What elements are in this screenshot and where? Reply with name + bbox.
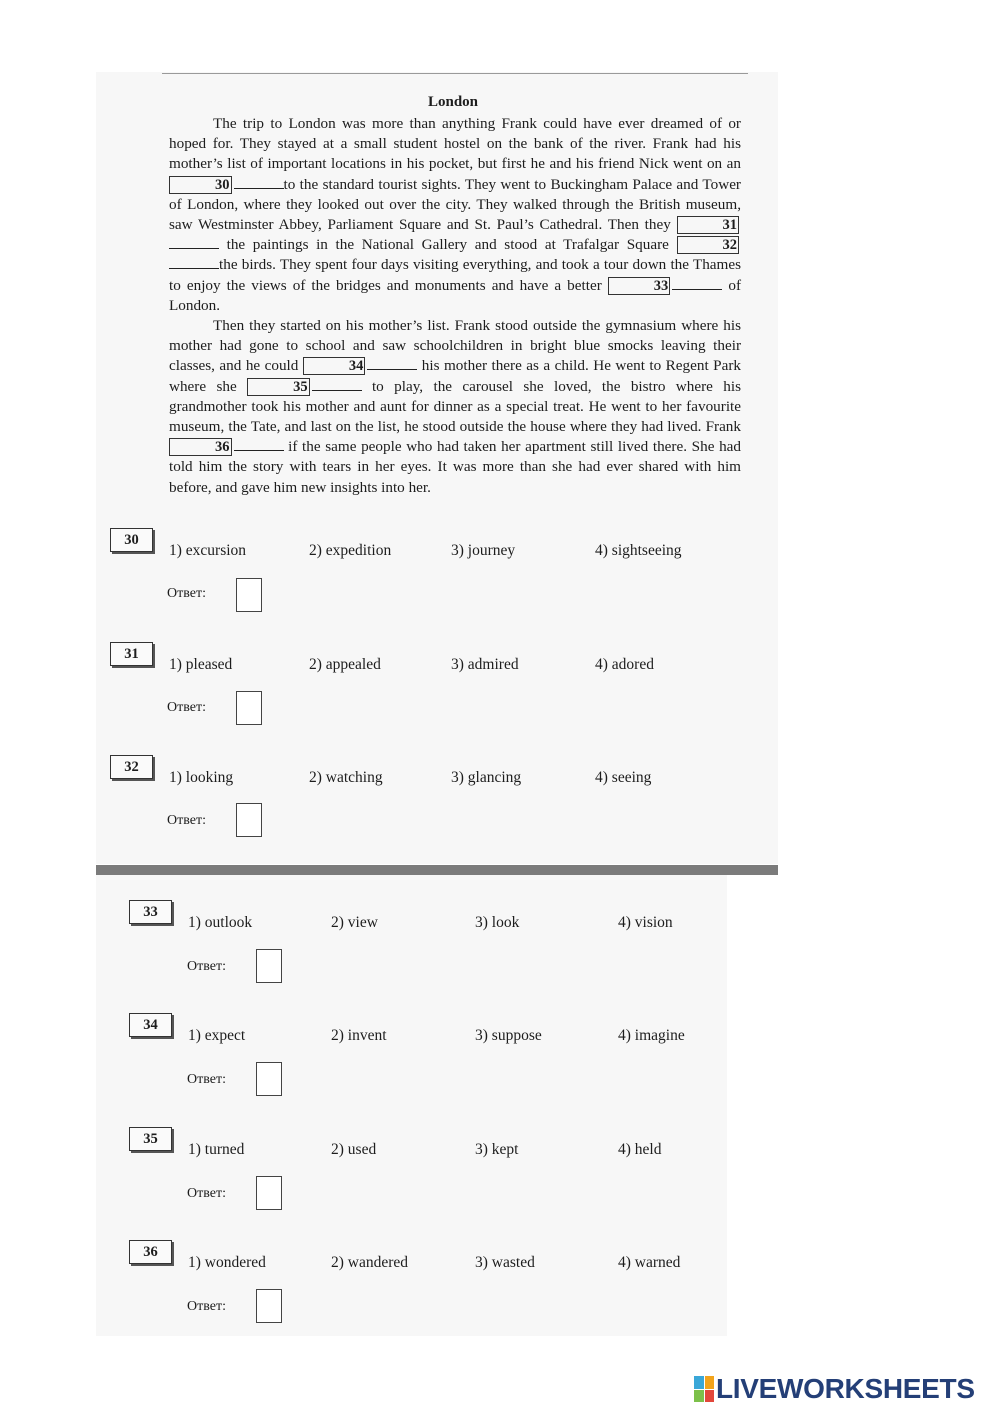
option-4: 4) warned — [618, 1254, 681, 1271]
answer-label: Ответ: — [187, 1299, 226, 1314]
gap-marker: 36 — [169, 438, 232, 456]
answer-label: Ответ: — [187, 1186, 226, 1201]
gap-blank — [672, 277, 722, 290]
question-number: 33 — [129, 900, 172, 924]
option-1: 1) wondered — [188, 1254, 266, 1271]
answer-label: Ответ: — [167, 586, 206, 601]
page-separator — [96, 865, 778, 875]
answer-box-35[interactable] — [256, 1176, 282, 1210]
passage-title: London — [427, 94, 479, 110]
logo-tile — [694, 1376, 704, 1389]
option-3: 3) kept — [475, 1141, 519, 1158]
option-3: 3) journey — [451, 542, 516, 559]
option-2: 2) expedition — [309, 542, 392, 559]
answer-label: Ответ: — [187, 1072, 226, 1087]
gap-marker: 32 — [677, 236, 740, 254]
option-3: 3) glancing — [451, 769, 522, 786]
gap-marker: 31 — [677, 216, 740, 234]
option-3: 3) look — [475, 914, 520, 931]
option-3: 3) suppose — [475, 1027, 542, 1044]
option-2: 2) view — [331, 914, 378, 931]
option-3: 3) wasted — [475, 1254, 535, 1271]
gap-blank — [169, 236, 219, 249]
gap-blank — [234, 176, 284, 189]
gap-blank — [312, 378, 362, 391]
gap-blank — [367, 357, 417, 370]
option-1: 1) expect — [188, 1027, 246, 1044]
answer-box-32[interactable] — [236, 803, 262, 837]
option-4: 4) imagine — [618, 1027, 685, 1044]
option-1: 1) excursion — [169, 542, 247, 559]
gap-blank — [234, 438, 284, 451]
logo-tile — [705, 1376, 715, 1389]
passage-paragraph-2: Then they started on his mother’s list. Frank stood outside the gymnasium where his mother had gone to school and saw schoolchildren in bright blue smocks leaving their classes, and he could 34 his mother there as a child. He went to Regent Park where she 35 to play, the carousel she loved, the bistro where his grandmother took his mother and aunt for dinner as a special treat. He went to her favourite museum, the Tate, and last on the list, he stood outside the house where they had lived. Frank 36 if the same people who had taken her apartment still lived there. She had told him the story with tears in her eyes. It was more than she had ever shared with him before, and gave him new insights into her. — [169, 317, 741, 496]
question-number: 36 — [129, 1240, 172, 1264]
option-1: 1) pleased — [169, 656, 233, 673]
passage-paragraph-1: The trip to London was more than anything Frank could have ever dreamed of or hoped for. They stayed at a small student hostel on the bank of the river. Frank had his mother’s list of important locations in his pocket, but first he and his friend Nick went on an 30 to the standard tourist sights. They went to Buckingham Palace and Tower of London, where they looked out over the city. They walked through the British museum, saw Westminster Abbey, Parliament Square and St. Paul’s Cathedral. Then they 31 the paintings in the National Gallery and stood at Trafalgar Square 32the birds. They spent four days visiting everything, and took a tour down the Thames to enjoy the views of the bridges and monuments and have a better 33 of London. — [169, 115, 741, 314]
liveworksheets-icon — [694, 1376, 714, 1402]
option-4: 4) seeing — [595, 769, 652, 786]
answer-label: Ответ: — [167, 700, 206, 715]
gap-marker: 30 — [169, 176, 232, 194]
question-number: 34 — [129, 1013, 172, 1037]
gap-marker: 35 — [247, 378, 310, 396]
option-4: 4) held — [618, 1141, 662, 1158]
answer-label: Ответ: — [167, 813, 206, 828]
option-2: 2) invent — [331, 1027, 387, 1044]
option-1: 1) outlook — [188, 914, 253, 931]
option-2: 2) wandered — [331, 1254, 409, 1271]
option-3: 3) admired — [451, 656, 519, 673]
answer-box-31[interactable] — [236, 691, 262, 725]
question-number: 31 — [110, 642, 153, 666]
option-4: 4) adored — [595, 656, 654, 673]
option-2: 2) appealed — [309, 656, 381, 673]
answer-box-34[interactable] — [256, 1062, 282, 1096]
answer-box-36[interactable] — [256, 1289, 282, 1323]
option-1: 1) turned — [188, 1141, 245, 1158]
answer-box-33[interactable] — [256, 949, 282, 983]
option-4: 4) vision — [618, 914, 673, 931]
answer-box-30[interactable] — [236, 578, 262, 612]
option-2: 2) watching — [309, 769, 383, 786]
option-2: 2) used — [331, 1141, 377, 1158]
question-number: 30 — [110, 528, 153, 552]
liveworksheets-wordmark: LIVEWORKSHEETS — [716, 1373, 975, 1404]
liveworksheets-logo[interactable] — [694, 1374, 975, 1404]
question-number: 35 — [129, 1127, 172, 1151]
logo-tile — [694, 1390, 704, 1403]
gap-marker: 33 — [608, 277, 671, 295]
logo-tile — [705, 1390, 715, 1403]
gap-marker: 34 — [303, 357, 366, 375]
top-rule — [162, 73, 748, 74]
gap-blank — [169, 256, 219, 269]
option-4: 4) sightseeing — [595, 542, 682, 559]
question-number: 32 — [110, 755, 153, 779]
answer-label: Ответ: — [187, 959, 226, 974]
passage-text — [169, 114, 741, 498]
option-1: 1) looking — [169, 769, 234, 786]
